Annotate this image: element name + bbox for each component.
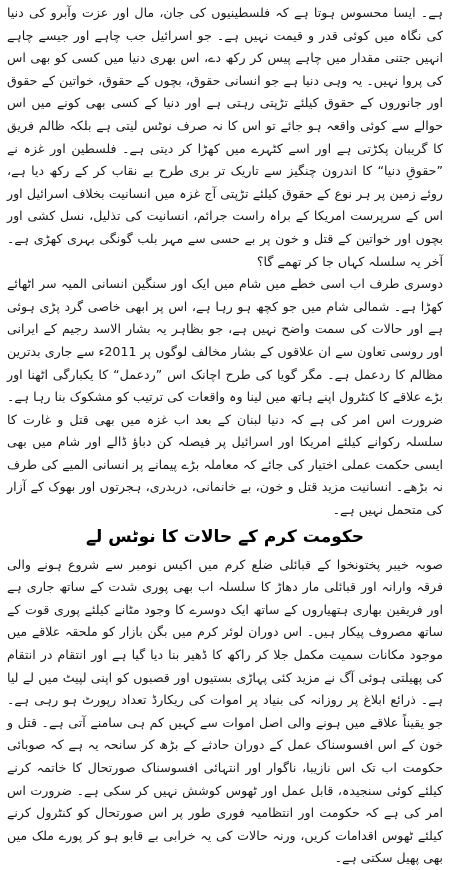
paragraph-kurram: صوبہ خیبر پختونخوا کے قبائلی ضلع کرم میں اکیس نومبر سے شروع ہونے والی فرقہ وارانہ اور قبائلی مار دھاڑ کا سلسلہ اب بھی پوری شدت کے ساتھ جاری ہے اور فریقین بھاری ہتھیاروں کے ساتھ ایک دوسرے کا وجود مٹانے کیلئے پوری قوت کے ساتھ مصروف پیکار ہیں۔ اس دوران لوئر کرم میں بگن بازار کو ملحقہ علاقے میں موجود مکانات سمیت مکمل جلا کر راکھ کا ڈھیر بنا دیا گیا ہے اور انتقام در انتقام کی پھیلتی ہوئی آگ نے مزید کئی پہاڑی بستیوں اور قصبوں کو اپنی لپیٹ میں لے لیا ہے۔ ذرائع ابلاغ پر روزانہ کی بنیاد پر اموات کی ریکارڈ تعداد رپورٹ ہو رہی ہے۔ جو یقیناً علاقے میں ہونے والی اصل اموات سے کہیں کم ہی سامنے آتی ہے۔ قتل و خون کے اس افسوسناک عمل کے دوران حادثے کے بڑھ کر سانحہ یہ ہے کہ صوبائی حکومت اب تک اس نازیبا، ناگوار اور انتہائی افسوسناک صورتحال کا خاتمہ کرنے کیلئے کوئی سنجیدہ، قابل عمل اور ٹھوس کوشش نہیں کر سکی ہے۔ ضرورت اس امر کی ہے کہ حکومت اور انتظامیہ فوری طور پر اس صورتحال کو کنٹرول کرنے کیلئے ٹھوس اقدامات کریں، ورنہ حالات کی یہ خرابی بے قابو ہو کر پورے ملک میں بھی پھیل سکتی ہے۔ [7,556,443,866]
paragraph-syria: دوسری طرف اب اسی خطے میں شام میں ایک اور سنگین انسانی المیہ سر اٹھائے کھڑا ہے۔ شمالی شام میں جو کچھ ہو رہا ہے، اس پر ابھی خاصی گرد پڑی ہوئی ہے اور حالات کی سمت واضح نہیں ہے، جو بظاہر یہ بشار الاسد رجیم کے ایرانی اور روسی تعاون سے ان علاقوں کے بشار مخالف لوگوں پر 2011ء سے جاری بدترین مظالم کا ردعمل ہے۔ مگر گویا کی طرح اچانک اس ”ردعمل“ کا یکبارگی اٹھنا اور بڑے علاقے کا کنٹرول اپنے ہاتھ میں لینا وہ واقعات کی ترتیب کو مشکوک بنا رہا ہے۔ ضرورت اس امر کی ہے کہ دنیا لبنان کے بعد اب غزہ میں بھی قتل و غارت کا سلسلہ رکوانے کیلئے امریکا اور اسرائیل پر فیصلہ کن دباؤ ڈالے اور شام میں بھی ایسی حکمت عملی اختیار کی جائے کہ معاملہ بڑے پیمانے پر انسانی المیے کی طرف نہ بڑھے۔ انسانیت مزید قتل و خون، بے خانمانی، دربدری، ہجرتوں اور بھوک کے آزار کی متحمل نہیں ہے۔ [7,276,443,518]
section-heading: حکومت کرم کے حالات کا نوٹس لے [85,526,365,547]
paragraph-palestine: ہے۔ ایسا محسوس ہوتا ہے کہ فلسطینیوں کی جان، مال اور عزت وآبرو کی دنیا کی نگاہ میں کوئی قدر و قیمت نہیں ہے۔ جو اسرائیل جب چاہے اور جیسے چاہے انہیں جتنی مقدار میں چاہے پیس کر رکھ دے، اس بھری دنیا میں کسی کو بھی اس کی پروا نہیں۔ یہ وہی دنیا ہے جو انسانی حقوق، بچوں کے حقوق، خواتین کے حقوق اور جانوروں کے حقوق کیلئے تڑپتی رہتی ہے اور دنیا کے کسی بھی کونے میں اس حوالے سے کوئی واقعہ ہو جائے تو اس کا نہ صرف نوٹس لیتی ہے بلکہ ظالم فریق کا گریبان پکڑتی ہے اور اسے کٹہرے میں کھڑا کر دیتی ہے۔ فلسطین اور غزہ نے ”حقوقِ دنیا“ کا اندرون چنگیز سے تاریک تر بری طرح بے نقاب کر کے رکھ دیا ہے، روئے زمین پر ہر نوع کے حقوق کیلئے تڑپتی آج غزہ میں انسانیت بخلاف اسرائیل اور اس کے سرپرست امریکا کے براہ راست جرائم، انسانیت کی تذلیل، نسل کشی اور بچوں اور خواتین کے قتل و خون پر بے حسی سے مہر بلب گونگی بہری کھڑی ہے۔ آخر یہ سلسلہ کہاں جا کر تھمے گا؟ [7,5,443,269]
